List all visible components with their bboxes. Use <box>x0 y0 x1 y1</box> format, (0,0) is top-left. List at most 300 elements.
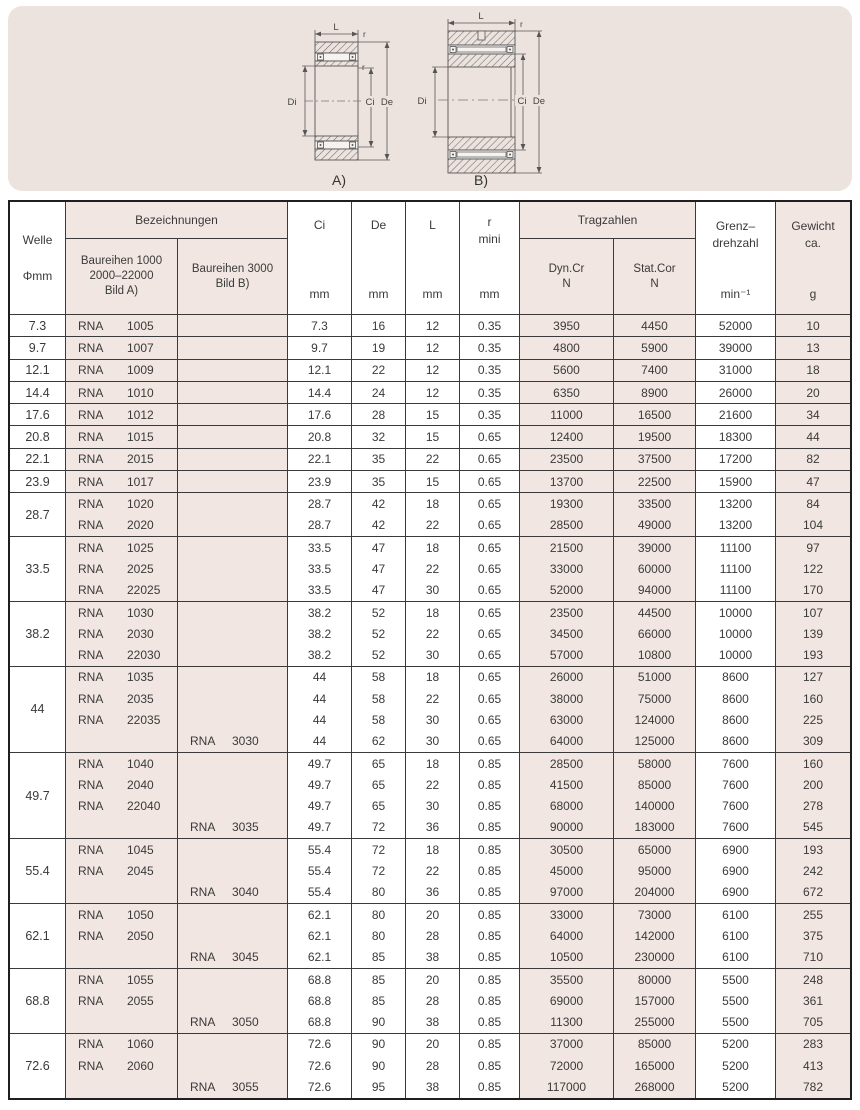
value-line: 18 <box>425 497 440 512</box>
designation-prefix: RNA <box>190 885 216 900</box>
table-group-row <box>10 602 850 667</box>
table-group-row <box>10 493 850 537</box>
value-line: 15 <box>425 430 440 445</box>
value-line: 22 <box>425 864 440 879</box>
value-line: 4800 <box>553 340 580 355</box>
value-line: 55.4 <box>307 842 332 857</box>
designation-number: 2020 <box>127 518 154 533</box>
value-line: 72.6 <box>307 1080 332 1095</box>
designation-number: 1035 <box>127 670 154 685</box>
designation-line <box>178 537 287 558</box>
table-group-row <box>10 449 850 471</box>
value-line: 36 <box>425 820 440 835</box>
speed-limit-cell <box>696 753 776 838</box>
l-cell <box>406 537 460 601</box>
value-line: 0.85 <box>477 907 502 922</box>
designation-number: 2045 <box>127 864 154 879</box>
value-line: 11300 <box>550 1015 583 1030</box>
value-line: 3950 <box>553 318 580 333</box>
value-line: 0.85 <box>477 864 502 879</box>
speed-limit-cell <box>696 537 776 601</box>
designation-prefix: RNA <box>78 993 104 1008</box>
designation-prefix: RNA <box>78 691 104 706</box>
value-line: 122 <box>802 561 824 576</box>
header-gewicht <box>776 202 850 314</box>
header-bezeichnungen-label: Bezeichnungen <box>135 213 218 227</box>
designation-prefix: RNA <box>78 1037 104 1052</box>
designation-number: 3040 <box>232 885 259 900</box>
speed-limit-cell <box>696 337 776 358</box>
value-line: 22.1 <box>307 452 332 467</box>
value-line: 41500 <box>549 777 584 792</box>
de-cell <box>352 382 406 403</box>
value-line: 58 <box>371 712 386 727</box>
value-line: 35500 <box>549 972 584 987</box>
designation-a-cell <box>66 337 178 358</box>
value-line: 22 <box>425 777 440 792</box>
value-line: 33000 <box>549 907 584 922</box>
designation-number: 3050 <box>232 1015 259 1030</box>
value-line: 97 <box>806 540 820 555</box>
designation-line <box>178 426 287 447</box>
value-line: 34 <box>806 407 820 422</box>
value-line: 0.85 <box>477 1015 502 1030</box>
value-line: 31000 <box>718 363 753 378</box>
value-line: 15900 <box>718 474 753 489</box>
designation-line <box>178 796 287 817</box>
value-line: 0.85 <box>477 799 502 814</box>
header-grenz-line1: Grenz– <box>715 219 756 233</box>
dyn-load-cell <box>520 753 614 838</box>
value-line: 6900 <box>722 842 749 857</box>
value-line: 17.6 <box>307 407 332 422</box>
designation-line <box>66 515 177 536</box>
weight-cell <box>776 537 850 601</box>
table-group-row <box>10 382 850 404</box>
designation-prefix: RNA <box>190 950 216 965</box>
designation-prefix: RNA <box>78 497 104 512</box>
header-de <box>352 202 406 314</box>
value-line: 0.85 <box>477 1058 502 1073</box>
value-line: 68.8 <box>307 993 332 1008</box>
value-line: 165000 <box>634 1058 675 1073</box>
designation-prefix: RNA <box>190 1080 216 1095</box>
table-group-row <box>10 360 850 382</box>
table-group-row <box>10 337 850 359</box>
value-line: 7.3 <box>311 318 328 333</box>
value-line: 33.5 <box>307 540 332 555</box>
designation-a-cell <box>66 1034 178 1098</box>
table-group-row <box>10 904 850 969</box>
designation-number: 2025 <box>127 561 154 576</box>
designation-line <box>178 315 287 336</box>
dim-label-l-b: L <box>478 11 484 22</box>
weight-cell <box>776 904 850 968</box>
value-line: 8600 <box>722 691 749 706</box>
stat-load-cell <box>614 315 696 336</box>
header-stat <box>614 239 695 314</box>
value-line: 51000 <box>637 670 672 685</box>
value-line: 0.65 <box>477 583 502 598</box>
value-line: 90 <box>371 1037 386 1052</box>
value-line: 225 <box>802 712 824 727</box>
l-cell <box>406 404 460 425</box>
value-line: 44 <box>312 734 327 749</box>
stat-load-cell <box>614 382 696 403</box>
designation-prefix: RNA <box>78 452 104 467</box>
value-line: 0.65 <box>477 540 502 555</box>
value-line: 170 <box>802 583 824 598</box>
value-line: 44500 <box>637 605 672 620</box>
value-line: 39000 <box>637 540 672 555</box>
header-grenz-label <box>712 218 758 252</box>
value-line: 23.9 <box>307 474 332 489</box>
weight-cell <box>776 426 850 447</box>
header-r <box>460 202 520 314</box>
value-line: 20 <box>806 385 820 400</box>
value-line: 22 <box>371 363 386 378</box>
designation-line <box>66 537 177 558</box>
l-cell <box>406 602 460 666</box>
value-line: 8600 <box>722 712 749 727</box>
dyn-load-cell <box>520 904 614 968</box>
value-line: 11100 <box>719 583 752 598</box>
designation-b-cell <box>178 315 288 336</box>
value-line: 32 <box>371 430 386 445</box>
value-line: 80 <box>371 907 386 922</box>
designation-number: 1015 <box>127 430 154 445</box>
value-line: 58000 <box>637 756 672 771</box>
designation-a-cell <box>66 602 178 666</box>
r-min-cell <box>460 537 520 601</box>
value-line: 6350 <box>553 385 580 400</box>
value-line: 545 <box>802 820 824 835</box>
table-group-row <box>10 404 850 426</box>
designation-line <box>178 925 287 946</box>
designation-line <box>178 404 287 425</box>
designation-line <box>66 1055 177 1076</box>
dim-label-r-b: r <box>520 19 523 29</box>
de-cell <box>352 667 406 752</box>
value-line: 39000 <box>718 340 753 355</box>
value-line: 62.1 <box>307 928 332 943</box>
de-cell <box>352 537 406 601</box>
value-line: 73000 <box>637 907 672 922</box>
designation-line <box>178 1034 287 1055</box>
l-cell <box>406 337 460 358</box>
value-line: 0.65 <box>477 518 502 533</box>
value-line: 85000 <box>637 777 672 792</box>
value-line: 11000 <box>550 407 583 422</box>
value-line: 47 <box>806 474 820 489</box>
ci-cell <box>288 969 352 1033</box>
value-line: 62.1 <box>307 950 332 965</box>
designation-b-cell <box>178 667 288 752</box>
welle-cell: 33.5 <box>10 537 66 601</box>
l-cell <box>406 471 460 492</box>
value-line: 5500 <box>722 1015 749 1030</box>
table-group-row <box>10 667 850 753</box>
designation-number: 3035 <box>232 820 259 835</box>
value-line: 9.7 <box>311 340 328 355</box>
dim-label-di-a: Di <box>287 97 297 108</box>
designation-number: 2015 <box>127 452 154 467</box>
dyn-load-cell <box>520 537 614 601</box>
value-line: 38.2 <box>307 626 332 641</box>
designation-a-cell <box>66 969 178 1033</box>
designation-line <box>66 1034 177 1055</box>
value-line: 85 <box>371 972 386 987</box>
value-line: 19300 <box>549 497 584 512</box>
designation-line <box>66 404 177 425</box>
value-line: 47 <box>371 540 386 555</box>
stat-load-cell <box>614 426 696 447</box>
bearing-diagrams <box>8 6 852 191</box>
caption-b: B) <box>474 172 488 188</box>
stat-load-cell <box>614 904 696 968</box>
bearing-diagram-a <box>288 22 396 188</box>
welle-cell: 9.7 <box>10 337 66 358</box>
l-cell <box>406 360 460 381</box>
designation-b-cell <box>178 426 288 447</box>
value-line: 18 <box>425 670 440 685</box>
value-line: 37000 <box>549 1037 584 1052</box>
value-line: 104 <box>802 518 824 533</box>
designation-line <box>178 449 287 470</box>
designation-line <box>66 667 177 688</box>
value-line: 18 <box>806 363 820 378</box>
designation-a-cell <box>66 426 178 447</box>
value-line: 62.1 <box>307 907 332 922</box>
value-line: 12 <box>425 318 440 333</box>
designation-line <box>66 860 177 881</box>
header-r-label: r <box>487 215 492 229</box>
r-min-cell <box>460 449 520 470</box>
value-line: 268000 <box>634 1080 675 1095</box>
r-min-cell <box>460 426 520 447</box>
welle-cell: 20.8 <box>10 426 66 447</box>
designation-line <box>178 558 287 579</box>
value-line: 20 <box>425 1037 440 1052</box>
welle-cell: 23.9 <box>10 471 66 492</box>
designation-prefix: RNA <box>190 734 216 749</box>
dyn-load-cell <box>520 471 614 492</box>
designation-line <box>66 904 177 925</box>
r-min-cell <box>460 602 520 666</box>
value-line: 0.35 <box>477 363 502 378</box>
value-line: 309 <box>802 734 824 749</box>
value-line: 12400 <box>549 430 584 445</box>
value-line: 60000 <box>637 561 672 576</box>
value-line: 16 <box>371 318 386 333</box>
value-line: 5200 <box>722 1058 749 1073</box>
value-line: 0.85 <box>477 842 502 857</box>
value-line: 5200 <box>722 1037 749 1052</box>
de-cell <box>352 404 406 425</box>
designation-line <box>178 382 287 403</box>
value-line: 26000 <box>718 385 753 400</box>
dyn-load-cell <box>520 360 614 381</box>
welle-cell: 62.1 <box>10 904 66 968</box>
value-line: 90 <box>371 1015 386 1030</box>
value-line: 80 <box>371 885 386 900</box>
value-line: 0.65 <box>477 734 502 749</box>
value-line: 278 <box>802 799 824 814</box>
value-line: 65000 <box>637 842 672 857</box>
ci-cell <box>288 404 352 425</box>
value-line: 193 <box>802 648 824 663</box>
value-line: 193 <box>802 842 824 857</box>
value-line: 22 <box>425 626 440 641</box>
value-line: 68.8 <box>307 972 332 987</box>
header-gewicht-unit: g <box>809 287 817 301</box>
designation-a-cell <box>66 904 178 968</box>
designation-prefix: RNA <box>78 340 104 355</box>
value-line: 28500 <box>549 756 584 771</box>
designation-number: 22040 <box>127 799 161 814</box>
designation-line <box>66 580 177 601</box>
designation-number: 2050 <box>127 928 154 943</box>
value-line: 5500 <box>722 993 749 1008</box>
designation-line <box>178 623 287 644</box>
value-line: 44 <box>312 691 327 706</box>
dyn-load-cell <box>520 667 614 752</box>
designation-line <box>66 644 177 665</box>
value-line: 0.65 <box>477 712 502 727</box>
l-cell <box>406 753 460 838</box>
value-line: 52000 <box>549 583 584 598</box>
r-min-cell <box>460 382 520 403</box>
designation-b-cell <box>178 753 288 838</box>
weight-cell <box>776 337 850 358</box>
value-line: 0.65 <box>477 691 502 706</box>
header-grenzdrehzahl <box>696 202 776 314</box>
value-line: 62 <box>371 734 386 749</box>
value-line: 10000 <box>718 648 753 663</box>
value-line: 72000 <box>549 1058 584 1073</box>
value-line: 52000 <box>718 318 753 333</box>
de-cell <box>352 449 406 470</box>
value-line: 705 <box>802 1015 824 1030</box>
ci-cell <box>288 904 352 968</box>
value-line: 42 <box>371 497 386 512</box>
ci-cell <box>288 493 352 536</box>
designation-line <box>66 817 177 838</box>
welle-cell: 72.6 <box>10 1034 66 1098</box>
value-line: 52 <box>371 626 386 641</box>
stat-load-cell <box>614 404 696 425</box>
designation-number: 3055 <box>232 1080 259 1095</box>
designation-line <box>66 731 177 752</box>
value-line: 33000 <box>549 561 584 576</box>
dyn-load-cell <box>520 404 614 425</box>
value-line: 65 <box>371 777 386 792</box>
value-line: 0.65 <box>477 430 502 445</box>
dim-label-r-a-inner: r <box>362 62 365 72</box>
speed-limit-cell <box>696 404 776 425</box>
header-l-unit: mm <box>422 287 443 301</box>
designation-line <box>66 493 177 514</box>
value-line: 20 <box>425 907 440 922</box>
welle-cell: 17.6 <box>10 404 66 425</box>
value-line: 10000 <box>718 626 753 641</box>
diagram-panel <box>8 6 852 191</box>
value-line: 242 <box>802 864 824 879</box>
ci-cell <box>288 471 352 492</box>
l-cell <box>406 904 460 968</box>
value-line: 21500 <box>549 540 584 555</box>
value-line: 6100 <box>722 950 749 965</box>
designation-prefix: RNA <box>78 407 104 422</box>
designation-number: 22030 <box>127 648 161 663</box>
value-line: 49.7 <box>307 777 332 792</box>
weight-cell <box>776 493 850 536</box>
value-line: 26000 <box>549 670 584 685</box>
designation-line <box>66 558 177 579</box>
l-cell <box>406 315 460 336</box>
value-line: 80000 <box>637 972 672 987</box>
designation-number: 2030 <box>127 626 154 641</box>
welle-cell: 7.3 <box>10 315 66 336</box>
dyn-load-cell <box>520 426 614 447</box>
value-line: 10800 <box>637 648 672 663</box>
designation-line <box>66 796 177 817</box>
value-line: 30 <box>425 648 440 663</box>
value-line: 33.5 <box>307 561 332 576</box>
speed-limit-cell <box>696 493 776 536</box>
r-min-cell <box>460 839 520 903</box>
value-line: 6900 <box>722 885 749 900</box>
dyn-load-cell <box>520 315 614 336</box>
value-line: 5200 <box>722 1080 749 1095</box>
designation-prefix: RNA <box>78 626 104 641</box>
welle-cell: 44 <box>10 667 66 752</box>
value-line: 95 <box>371 1080 386 1095</box>
value-line: 0.85 <box>477 950 502 965</box>
designation-prefix: RNA <box>78 799 104 814</box>
value-line: 65 <box>371 756 386 771</box>
header-tragzahlen-group <box>520 202 696 314</box>
designation-number: 1055 <box>127 972 154 987</box>
value-line: 7600 <box>722 799 749 814</box>
header-de-label: De <box>370 218 387 232</box>
l-cell <box>406 493 460 536</box>
ci-cell <box>288 667 352 752</box>
stat-load-cell <box>614 969 696 1033</box>
value-line: 13200 <box>718 497 753 512</box>
designation-number: 1010 <box>127 385 154 400</box>
weight-cell <box>776 449 850 470</box>
designation-a-cell <box>66 315 178 336</box>
value-line: 68.8 <box>307 1015 332 1030</box>
stat-load-cell <box>614 602 696 666</box>
designation-a-cell <box>66 537 178 601</box>
spec-table <box>8 200 852 1100</box>
value-line: 160 <box>802 756 824 771</box>
l-cell <box>406 449 460 470</box>
value-line: 35 <box>371 452 386 467</box>
value-line: 375 <box>802 928 824 943</box>
value-line: 0.85 <box>477 885 502 900</box>
value-line: 204000 <box>634 885 675 900</box>
value-line: 66000 <box>637 626 672 641</box>
value-line: 0.65 <box>477 670 502 685</box>
value-line: 19 <box>371 340 386 355</box>
value-line: 7600 <box>722 777 749 792</box>
designation-line <box>66 315 177 336</box>
value-line: 12 <box>425 340 440 355</box>
value-line: 72.6 <box>307 1058 332 1073</box>
